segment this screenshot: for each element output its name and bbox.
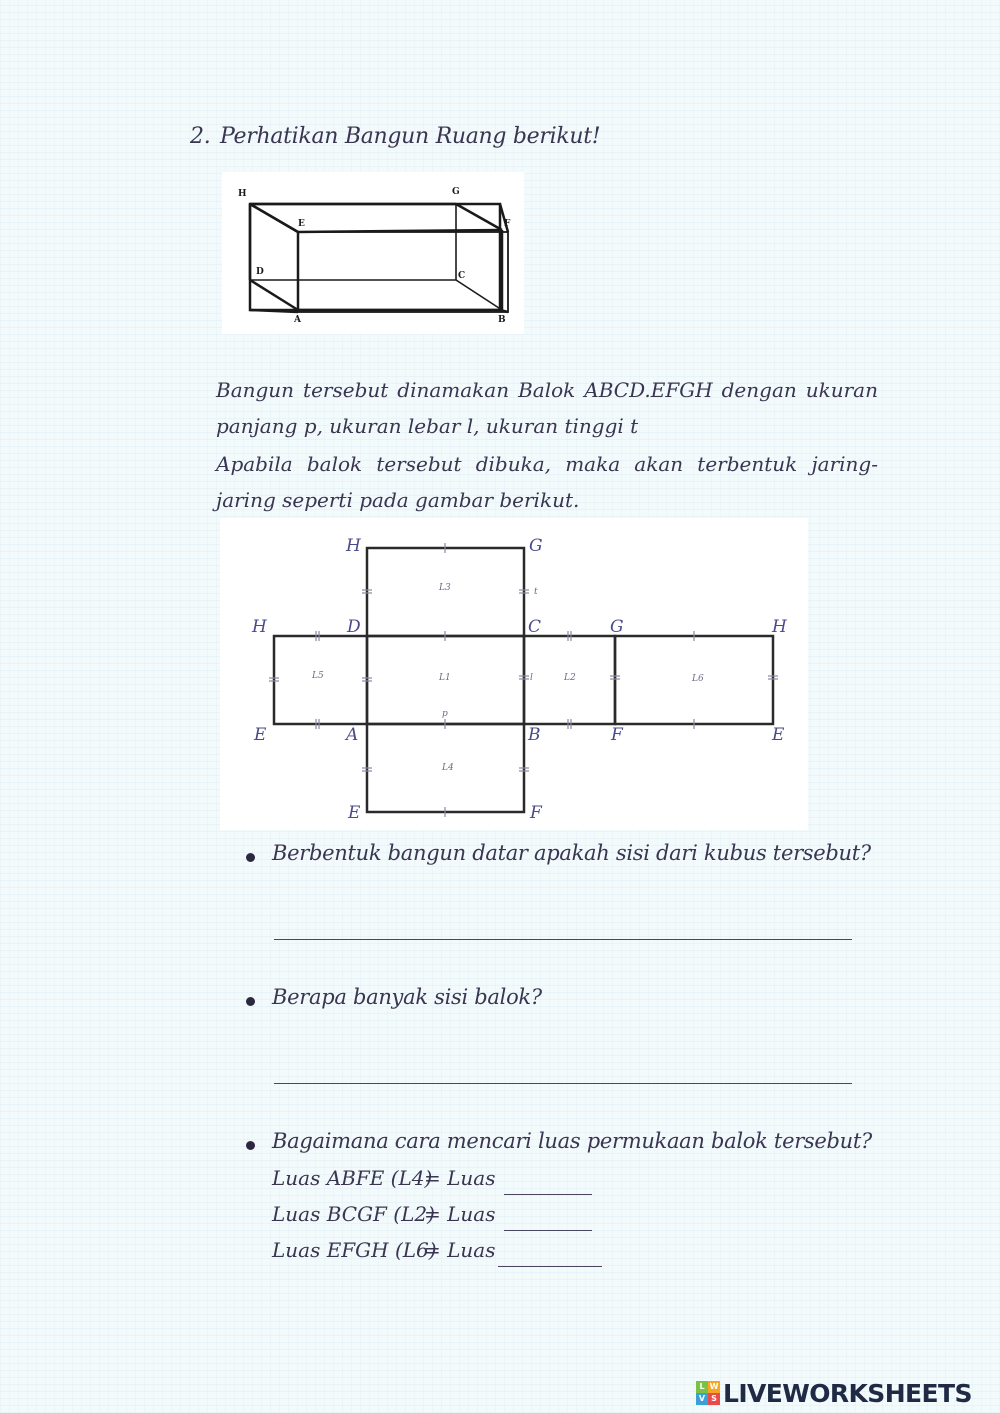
net-label-bot-e: E [348,803,361,823]
box-label-f: F [504,219,511,229]
box-diagram [222,172,524,334]
net-dim-p: p [442,709,448,719]
box-label-e: E [298,219,305,229]
question-2-text: Berapa banyak sisi balok? [272,985,542,1009]
net-label-low-f: F [611,725,623,745]
box-label-c: C [458,271,466,281]
box-label-h: H [238,189,247,199]
intro-paragraph-1: Bangun tersebut dinamakan Balok ABCD.EFGH dengan ukuran panjang p, ukuran lebar l, ukuran tinggi t [216,378,878,438]
net-face-label-l4: L4 [442,763,454,773]
box-label-d: D [256,267,264,277]
net-dim-l: l [530,673,533,683]
net-label-low-a: A [346,725,359,745]
net-label-low-b: B [528,725,541,745]
net-label-low-e-right: E [772,725,785,745]
area-row-1-label: Luas ABFE (L4) [272,1166,433,1190]
net-label-top-g: G [529,536,543,556]
net-label-bot-f: F [530,803,542,823]
question-1-text: Berbentuk bangun datar apakah sisi dari kubus tersebut? [272,841,871,865]
net-face-label-l3: L3 [439,583,451,593]
net-diagram [220,518,808,830]
answer-line-2[interactable] [274,1083,852,1084]
bullet-icon [246,853,255,862]
net-face-label-l6: L6 [692,674,704,684]
net-figure [220,518,808,830]
intro-paragraph-2: Apabila balok tersebut dibuka, maka akan terbentuk jaring-jaring seperti pada gambar berikut. [216,452,878,512]
question-heading: Perhatikan Bangun Ruang berikut! [220,124,601,149]
net-label-top-h: H [346,536,361,556]
area-row-3-equals: = Luas [424,1238,496,1262]
net-face-label-l1: L1 [439,673,451,683]
box-label-b: B [498,315,506,325]
box-back-face [298,232,508,312]
area-row-1-equals: = Luas [424,1166,496,1190]
question-number: 2. [190,124,211,149]
box-front-face [250,204,500,310]
net-label-mid-c: C [528,617,542,637]
answer-line-1[interactable] [274,939,852,940]
area-row-3-label: Luas EFGH (L6) [272,1238,437,1262]
net-label-low-e-left: E [254,725,267,745]
net-label-mid-g: G [610,617,624,637]
net-label-mid-h-left: H [252,617,267,637]
net-face-label-l2: L2 [564,673,576,683]
area-row-2-label: Luas BCGF (L2) [272,1202,435,1226]
net-dim-t: t [534,587,538,597]
area-row-3-blank[interactable] [498,1266,602,1267]
box-figure [222,172,524,334]
liveworksheets-brand: LIVEWORKSHEETS [723,1378,972,1408]
area-row-1-blank[interactable] [504,1194,592,1195]
area-row-2-equals: = Luas [424,1202,496,1226]
bullet-icon [246,1141,255,1150]
net-face-label-l5: L5 [312,671,324,681]
net-label-mid-d: D [347,617,361,637]
liveworksheets-logo [696,1378,972,1408]
area-row-2-blank[interactable] [504,1230,592,1231]
net-label-mid-h-right: H [772,617,787,637]
liveworksheets-mark-icon: L W V S [696,1381,720,1405]
box-label-a: A [294,315,301,325]
question-3-text: Bagaimana cara mencari luas permukaan balok tersebut? [272,1129,873,1153]
bullet-icon [246,997,255,1006]
box-label-g: G [452,187,460,197]
